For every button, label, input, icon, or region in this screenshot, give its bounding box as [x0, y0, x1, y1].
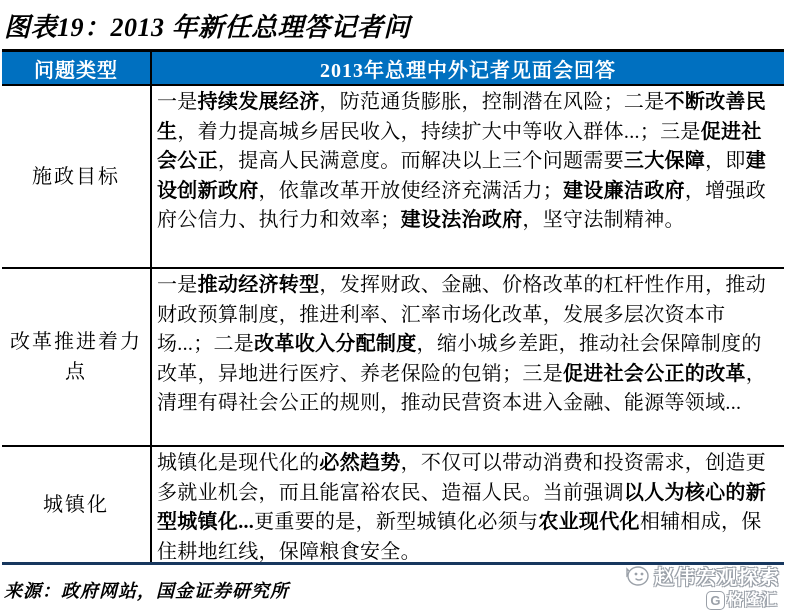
table-row: [2, 267, 784, 445]
row-label-reform-focus: 改革推进着力点: [10, 331, 142, 383]
chart-title: 图表19：2013 年新任总理答记者问: [4, 13, 411, 42]
header-answer: 2013年总理中外记者见面会回答: [150, 52, 784, 84]
watermark-brand: 格隆汇: [726, 591, 778, 609]
watermark-title: 赵伟宏观探索: [654, 567, 780, 589]
row-content-governance-goals: 一是持续发展经济，防范通货膨胀，控制潜在风险；二是不断改善民生，着力提高城乡居民收入，持续扩大中等收入群体...；三是促进社会公正，提高人民满意度。而解决以上三个问题需要三大保障，即建设创新政府，依靠改革开放使经济充满活力；建设廉洁政府，增强政府公信力、执行力和效率；建设法治政府，坚守法制精神。: [150, 86, 784, 267]
table-row: [2, 445, 784, 562]
watermark-line2: [623, 592, 778, 609]
header-question-type: 问题类型: [34, 59, 118, 82]
gelonghui-logo-icon: G: [707, 592, 724, 609]
table-header-row: [2, 52, 784, 86]
row-content-urbanization: 城镇化是现代化的必然趋势，不仅可以带动消费和投资需求，创造更多就业机会，而且能富裕农民、造福人民。当前强调以人为核心的新型城镇化...更重要的是，新型城镇化必须与农业现代化相辅相成，保住耕地红线，保障粮食安全。: [150, 447, 784, 562]
row-label-urbanization: 城镇化: [43, 493, 109, 516]
qa-table: [2, 49, 784, 565]
whale-mascot-icon: [623, 565, 650, 591]
watermark: [623, 565, 780, 609]
source-note: 来源：政府网站，国金证券研究所: [4, 581, 289, 601]
watermark-line1: [623, 565, 780, 591]
table-row: [2, 86, 784, 267]
row-content-reform-focus: 一是推动经济转型，发挥财政、金融、价格改革的杠杆性作用，推动财政预算制度，推进利率、汇率市场化改革，发展多层次资本市场...；二是改革收入分配制度，缩小城乡差距，推动社会保障制度的改革，异地进行医疗、养老保险的包销；三是促进社会公正的改革，清理有碍社会公正的规则，推动民营资本进入金融、能源等领域...: [150, 269, 784, 445]
row-label-governance-goals: 施政目标: [32, 165, 120, 188]
